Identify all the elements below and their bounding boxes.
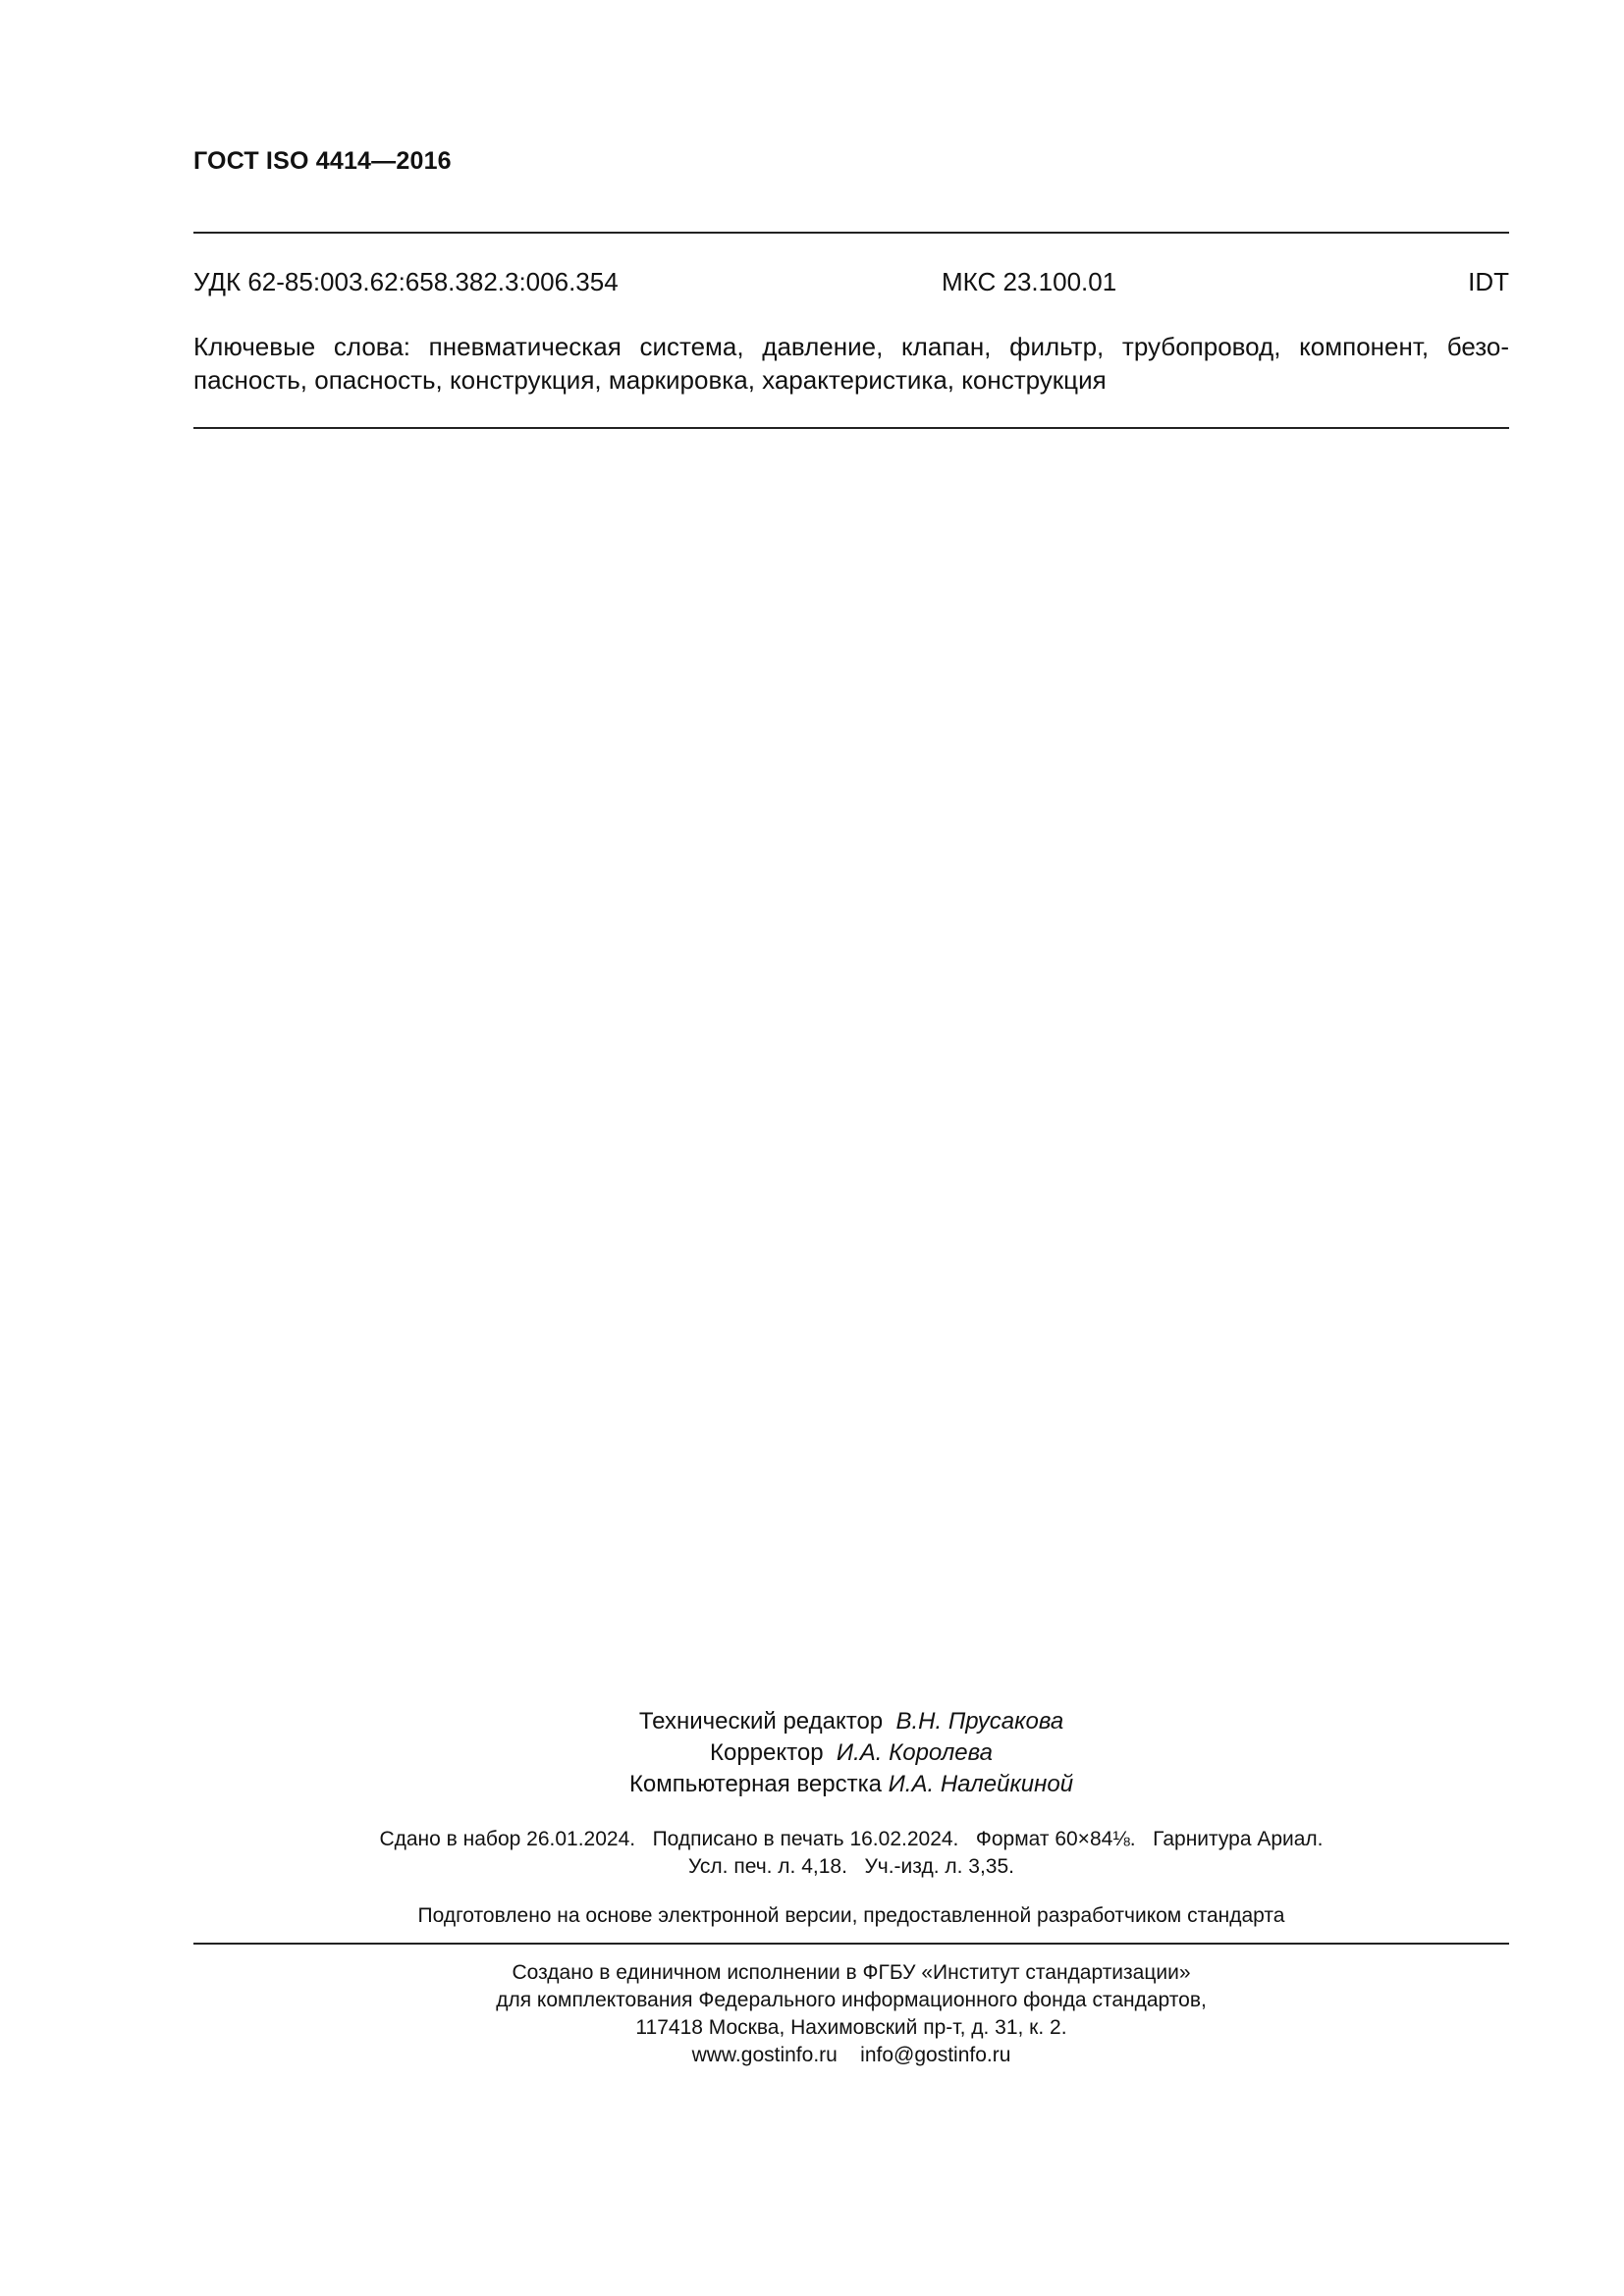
mks-code: МКС 23.100.01 [942, 267, 1117, 296]
layout-label: Компьютерная верстка [628, 1771, 882, 1797]
bottom-divider [193, 1943, 1509, 1945]
layout-name: И.А. Налейкиной [888, 1771, 1074, 1797]
print-info-line-2: Усл. печ. л. 4,18. Уч.-изд. л. 3,35. [687, 1855, 1014, 1878]
print-info-line-1: Сдано в набор 26.01.2024. Подписано в печать 16.02.2024. Формат 60×84⅛. Гарнитура Ариал. [379, 1828, 1324, 1850]
credits-block [193, 1706, 1509, 1800]
corrector-name: И.А. Королева [836, 1739, 993, 1766]
document-title: ГОСТ ISO 4414—2016 [193, 147, 452, 175]
tech-editor-name: В.Н. Прусакова [895, 1708, 1064, 1735]
top-divider [193, 232, 1509, 234]
udk-code: УДК 62-85:003.62:658.382.3:006.354 [193, 267, 619, 296]
publisher-line-4: www.gostinfo.ru info@gostinfo.ru [691, 2044, 1011, 2066]
corrector-line [193, 1737, 1509, 1769]
corrector-label: Корректор [710, 1739, 824, 1766]
print-info [193, 1826, 1509, 1881]
idt-label: IDT [1468, 267, 1509, 296]
publisher-line-1: Создано в единичном исполнении в ФГБУ «Институт стандартизации» [512, 1961, 1191, 1984]
keywords-line-2: пасность, опасность, конструкция, маркировка, характеристика, конструкция [193, 365, 1107, 395]
keywords-block [193, 330, 1509, 397]
keywords-line-1: Ключевые слова: пневматическая система, давление, клапан, фильтр, трубопровод, компонент, безо- [193, 332, 1509, 361]
tech-editor-line [193, 1706, 1509, 1737]
prepared-note: Подготовлено на основе электронной версии, предоставленной разработчиком стандарта [417, 1904, 1285, 1927]
tech-editor-label: Технический редактор [638, 1708, 884, 1735]
keywords-divider [193, 427, 1509, 429]
publisher-info [193, 1959, 1509, 2069]
layout-line [193, 1769, 1509, 1800]
publisher-line-3: 117418 Москва, Нахимовский пр-т, д. 31, к. 2. [635, 2016, 1067, 2039]
publisher-line-2: для комплектования Федерального информационного фонда стандартов, [496, 1989, 1207, 2011]
